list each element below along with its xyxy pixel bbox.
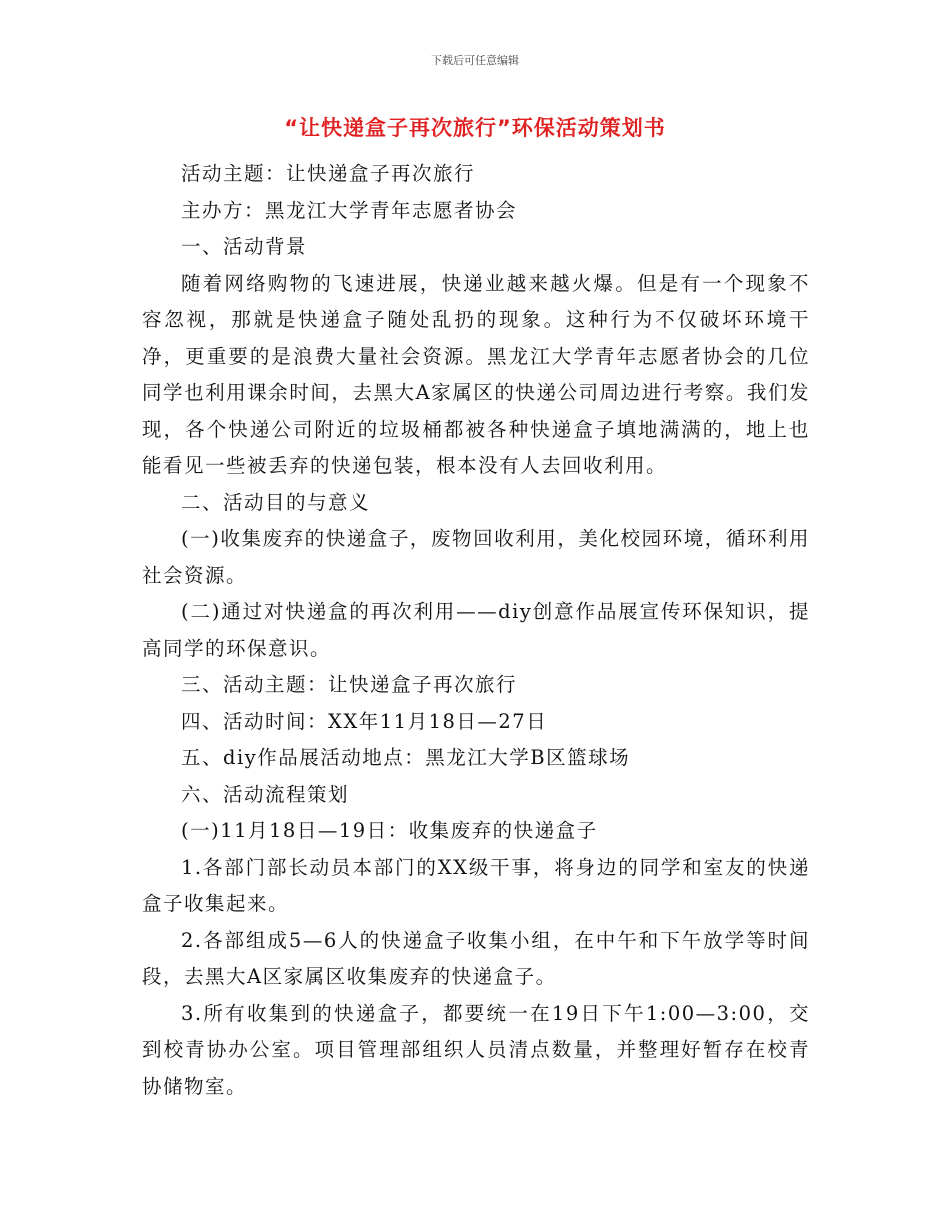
document-body xyxy=(142,156,810,1105)
paragraph: 2.各部组成5—6人的快递盒子收集小组，在中午和下午放学等时间段，去黑大A区家属区收集废弃的快递盒子。 xyxy=(142,928,810,988)
header-note: 下载后可任意编辑 xyxy=(431,54,519,67)
section-heading: 五、diy作品展活动地点：黑龙江大学B区篮球场 xyxy=(181,746,631,769)
section-heading: 六、活动流程策划 xyxy=(181,782,350,806)
section-heading: 二、活动目的与意义 xyxy=(181,490,371,514)
paragraph: 随着网络购物的飞速进展，快递业越来越火爆。但是有一个现象不容忽视，那就是快递盒子随处乱扔的现象。这种行为不仅破坏环境干净，更重要的是浪费大量社会资源。黑龙江大学青年志愿者协会的几位同学也利用课余时间，去黑大A家属区的快递公司周边进行考察。我们发现，各个快递公司附近的垃圾桶都被各种快递盒子填地满满的，地上也能看见一些被丢弃的快递包装，根本没有人去回收利用。 xyxy=(142,271,810,477)
paragraph: 主办方：黑龙江大学青年志愿者协会 xyxy=(181,198,518,222)
section-heading: 四、活动时间：XX年11月18日—27日 xyxy=(181,709,548,733)
paragraph: (一)收集废弃的快递盒子，废物回收利用，美化校园环境，循环利用社会资源。 xyxy=(142,527,810,587)
paragraph: 3.所有收集到的快递盒子，都要统一在19日下午1:00—3:00，交到校青协办公室。项目管理部组织人员清点数量，并整理好暂存在校青协储物室。 xyxy=(142,1001,810,1098)
paragraph: 1.各部门部长动员本部门的XX级干事，将身边的同学和室友的快递盒子收集起来。 xyxy=(142,855,810,915)
section-heading: 三、活动主题：让快递盒子再次旅行 xyxy=(181,673,518,696)
document-title: “让快递盒子再次旅行”环保活动策划书 xyxy=(284,116,666,140)
paragraph: 活动主题：让快递盒子再次旅行 xyxy=(181,162,476,185)
paragraph: (一)11月18日—19日：收集废弃的快递盒子 xyxy=(181,819,598,842)
paragraph: (二)通过对快递盒的再次利用——diy创意作品展宣传环保知识，提高同学的环保意识。 xyxy=(142,600,810,660)
section-heading: 一、活动背景 xyxy=(181,235,308,258)
